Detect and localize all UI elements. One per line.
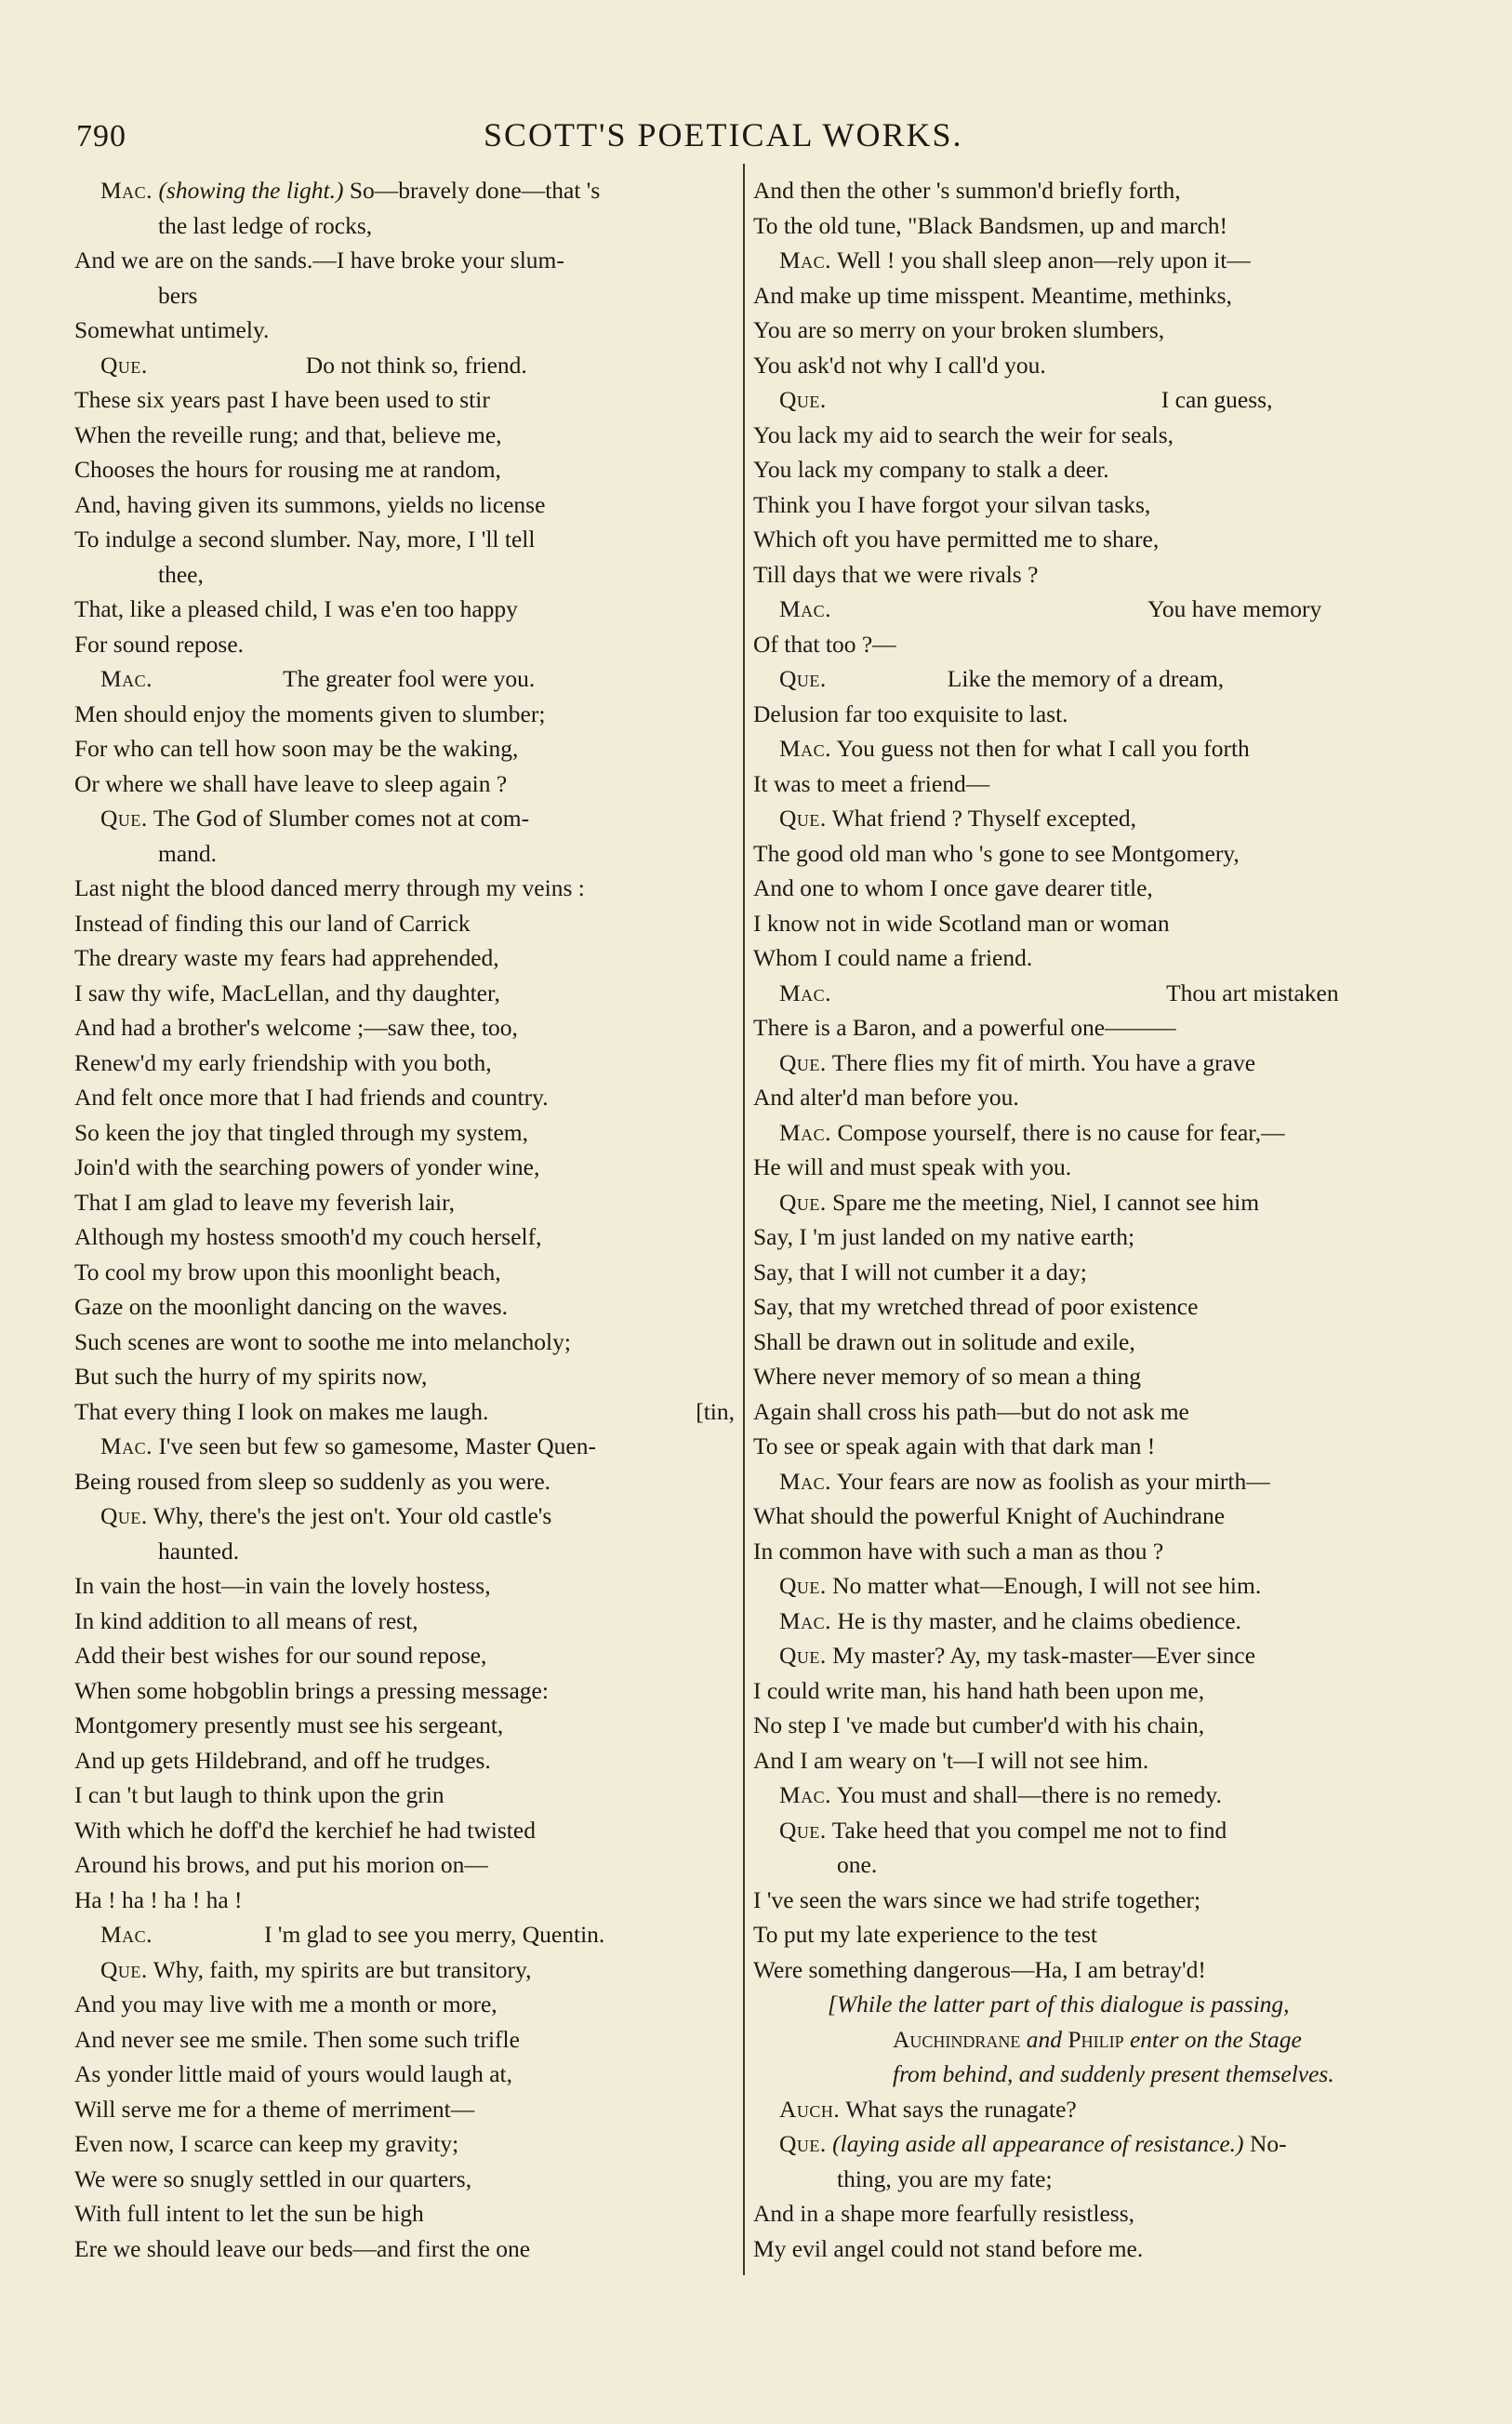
speaker-label: Mac. [779, 735, 832, 762]
text-line: And, having given its summons, yields no license [74, 490, 546, 518]
left-column [74, 173, 735, 2266]
line-text: Your fears are now as foolish as your mirth— [831, 1467, 1270, 1495]
speaker-label: Que. [100, 1502, 148, 1529]
text-line [74, 1917, 735, 1952]
stage-direction: from behind, and suddenly present themselves. [893, 2060, 1334, 2087]
text-line: No step I 've made but cumber'd with his chain, [753, 1711, 1205, 1738]
text-line: And up gets Hildebrand, and off he trudges. [74, 1746, 491, 1774]
line-text: Thou art mistaken [1166, 979, 1339, 1006]
text-line: There is a Baron, and a powerful one——— [753, 1014, 1176, 1041]
text-line: Being roused from sleep so suddenly as you were. [74, 1467, 551, 1495]
text-line: Till days that we were rivals ? [753, 560, 1039, 588]
text-line: Again shall cross his path—but do not ask me [753, 1397, 1189, 1425]
line-text: You have memory [1147, 595, 1322, 622]
text-line: Where never memory of so mean a thing [753, 1363, 1142, 1390]
text-line: thing, you are my fate; [837, 2164, 1053, 2192]
text-line: For who can tell how soon may be the waking, [74, 735, 519, 762]
line-text: No- [1243, 2130, 1287, 2157]
text-line [74, 348, 735, 383]
line-text: The God of Slumber comes not at com- [147, 805, 530, 832]
line-text: So—bravely done—that 's [343, 177, 601, 204]
text-line: Say, that I will not cumber it a day; [753, 1258, 1087, 1285]
stage-direction: (laying aside all appearance of resistance.) [832, 2130, 1244, 2157]
line-text: I can guess, [1161, 386, 1273, 413]
line-text: I 'm glad to see you merry, Quentin. [264, 1921, 605, 1948]
text-line: Of that too ?— [753, 630, 896, 658]
speaker-label: Mac. [779, 1467, 832, 1495]
text-line: I 've seen the wars since we had strife together; [753, 1885, 1201, 1913]
text-line: To the old tune, "Black Bandsmen, up and march! [753, 211, 1227, 239]
text-line: Instead of finding this our land of Carrick [74, 909, 471, 937]
line-tail: [tin, [696, 1397, 735, 1425]
speaker-label: Que. [779, 2130, 827, 2157]
text-line: Chooses the hours for rousing me at random, [74, 456, 501, 483]
text-line: But such the hurry of my spirits now, [74, 1363, 428, 1390]
text-line: Think you I have forgot your silvan tasks, [753, 490, 1151, 518]
line-text: Like the memory of a dream, [947, 665, 1225, 692]
speaker-label: Que. [100, 805, 148, 832]
text-line [74, 661, 735, 697]
text-line [753, 2092, 1413, 2127]
speaker-label: Mac. [100, 1432, 153, 1459]
text-line: Shall be drawn out in solitude and exile, [753, 1327, 1135, 1355]
text-line: That I am glad to leave my feverish lair, [74, 1188, 455, 1216]
text-line [753, 1046, 1413, 1081]
text-line [74, 1498, 735, 1534]
speaker-label: Auch. [779, 2095, 841, 2123]
line-text: Why, there's the jest on't. Your old castle's [147, 1502, 552, 1529]
speaker-label: Que. [779, 1572, 827, 1599]
text-line [753, 1638, 1413, 1673]
text-line [753, 976, 1413, 1011]
text-line: And one to whom I once gave dearer title, [753, 874, 1153, 901]
text-line: one. [837, 1851, 878, 1878]
text-line [74, 801, 735, 836]
line-text: My master? Ay, my task-master—Ever since [826, 1642, 1256, 1669]
speaker-label: Que. [100, 1955, 148, 1983]
text-line: And in a shape more fearfully resistless, [753, 2200, 1135, 2227]
text-line: Even now, I scarce can keep my gravity; [74, 2130, 459, 2157]
text-line [753, 1464, 1413, 1499]
line-text: Spare me the meeting, Niel, I cannot see him [826, 1188, 1260, 1216]
stage-direction: (showing the light.) [158, 177, 344, 204]
text-line: Although my hostess smooth'd my couch herself, [74, 1223, 542, 1250]
text-line [753, 1568, 1413, 1604]
text-line: To cool my brow upon this moonlight beach, [74, 1258, 501, 1285]
text-line: You ask'd not why I call'd you. [753, 351, 1046, 379]
text-line [753, 382, 1413, 418]
line-text: You must and shall—there is no remedy. [831, 1781, 1222, 1808]
text-line [74, 1429, 735, 1464]
line-text: What friend ? Thyself excepted, [826, 805, 1137, 832]
text-line: And you may live with me a month or more, [74, 1991, 497, 2018]
text-line: Such scenes are wont to soothe me into melancholy; [74, 1327, 571, 1355]
text-line: I can 't but laugh to think upon the grin [74, 1781, 444, 1808]
text-line: With which he doff'd the kerchief he had twisted [74, 1816, 536, 1844]
text-line: In common have with such a man as thou ? [753, 1537, 1164, 1565]
text-line [753, 1778, 1413, 1813]
text-line: We were so snugly settled in our quarters, [74, 2164, 472, 2192]
text-line: I know not in wide Scotland man or woman [753, 909, 1170, 937]
text-line [753, 1604, 1413, 1639]
text-line [74, 1394, 735, 1430]
text-line [74, 1952, 735, 1988]
line-text: Do not think so, friend. [305, 351, 527, 379]
text-line: Say, I 'm just landed on my native earth; [753, 1223, 1135, 1250]
text-line [753, 592, 1413, 627]
line-text: Compose yourself, there is no cause for fear,— [831, 1118, 1285, 1146]
speaker-label: Que. [779, 1188, 827, 1216]
speaker-label: Que. [779, 805, 827, 832]
speaker-label: Que. [779, 665, 827, 692]
text-line: I saw thy wife, MacLellan, and thy daughter, [74, 979, 500, 1006]
text-line: He will and must speak with you. [753, 1153, 1072, 1180]
speaker-label: Mac. [779, 979, 832, 1006]
text-line: Join'd with the searching powers of yonder wine, [74, 1153, 540, 1180]
text-line [74, 173, 735, 208]
text-line: Last night the blood danced merry through my veins : [74, 874, 585, 901]
line-text: Why, faith, my spirits are but transitory, [147, 1955, 532, 1983]
text-line: To put my late experience to the test [753, 1921, 1097, 1948]
line-text: I've seen but few so gamesome, Master Quen- [153, 1432, 596, 1459]
text-line: Somewhat untimely. [74, 316, 270, 343]
text-line: So keen the joy that tingled through my system, [74, 1118, 528, 1146]
text-line: These six years past I have been used to stir [74, 386, 490, 413]
text-line: As yonder little maid of yours would laugh at, [74, 2060, 512, 2087]
line-text: Well ! you shall sleep anon—rely upon it— [831, 246, 1251, 273]
text-line: When the reveille rung; and that, believe me, [74, 420, 502, 448]
text-line: And had a brother's welcome ;—saw thee, too, [74, 1014, 518, 1041]
text-line: thee, [158, 560, 204, 588]
speaker-label: Que. [779, 1642, 827, 1669]
line-text: You guess not then for what I call you forth [831, 735, 1250, 762]
text-line: Around his brows, and put his morion on— [74, 1851, 488, 1878]
text-line [753, 1185, 1413, 1220]
line-text: enter on the Stage [1123, 2025, 1302, 2053]
text-line: Will serve me for a theme of merriment— [74, 2095, 475, 2123]
text-line: Men should enjoy the moments given to slumber; [74, 699, 546, 727]
text-line: I could write man, his hand hath been upon me, [753, 1676, 1205, 1704]
speaker-label: Que. [779, 1048, 827, 1076]
speaker-label: Mac. [779, 595, 832, 622]
text-line [753, 731, 1413, 766]
text-line [753, 243, 1413, 278]
right-column [753, 173, 1413, 2266]
column-divider [743, 164, 745, 2275]
text-line [753, 1813, 1413, 1848]
text-line: Ha ! ha ! ha ! ha ! [74, 1885, 243, 1913]
text-line: And make up time misspent. Meantime, methinks, [753, 281, 1232, 309]
text-line: And then the other 's summon'd briefly forth, [753, 177, 1181, 204]
text-line: The good old man who 's gone to see Montgomery, [753, 839, 1240, 867]
speaker-label: Que. [779, 1816, 827, 1844]
text-line: And never see me smile. Then some such trifle [74, 2025, 520, 2053]
text-line: To see or speak again with that dark man ! [753, 1432, 1156, 1459]
speaker-label: Mac. [779, 1118, 832, 1146]
text-line [753, 661, 1413, 697]
text-line: For sound repose. [74, 630, 245, 658]
speaker-label: Mac. [100, 665, 153, 692]
text-line: In kind addition to all means of rest, [74, 1606, 418, 1634]
speaker-label: Mac. [779, 1781, 832, 1808]
speaker-label: Que. [779, 386, 827, 413]
page-number: 790 [76, 119, 126, 153]
text-line: The dreary waste my fears had apprehended, [74, 944, 499, 971]
text-line: What should the powerful Knight of Auchindrane [753, 1502, 1226, 1529]
running-title: SCOTT'S POETICAL WORKS. [484, 116, 963, 153]
text-line: Say, that my wretched thread of poor existence [753, 1293, 1199, 1320]
text-line: You lack my aid to search the weir for seals, [753, 420, 1174, 448]
text-line: In vain the host—in vain the lovely hostess, [74, 1572, 491, 1599]
line-text: There flies my fit of mirth. You have a grave [826, 1048, 1256, 1076]
text-line: Renew'd my early friendship with you both, [74, 1048, 492, 1076]
line-text: The greater fool were you. [283, 665, 536, 692]
text-line: the last ledge of rocks, [158, 211, 373, 239]
text-line: Gaze on the moonlight dancing on the waves. [74, 1293, 508, 1320]
text-line: When some hobgoblin brings a pressing message: [74, 1676, 549, 1704]
text-line: My evil angel could not stand before me. [753, 2234, 1144, 2262]
speaker-label: Mac. [779, 1606, 832, 1634]
line-text: He is thy master, and he claims obedience. [831, 1606, 1241, 1634]
speaker-label: Que. [100, 351, 148, 379]
text-line [753, 1115, 1413, 1151]
line-text: and [1020, 2025, 1068, 2053]
text-line: Whom I could name a friend. [753, 944, 1033, 971]
text-line: You lack my company to stalk a deer. [753, 456, 1109, 483]
text-line: That, like a pleased child, I was e'en too happy [74, 595, 518, 622]
speaker-label: Mac. [779, 246, 832, 273]
text-line: Ere we should leave our beds—and first the one [74, 2234, 531, 2262]
character-name: Auchindrane [893, 2025, 1021, 2053]
text-line: With full intent to let the sun be high [74, 2200, 424, 2227]
speaker-label: Mac. [100, 177, 153, 204]
text-line: mand. [158, 839, 218, 867]
text-line: And I am weary on 't—I will not see him. [753, 1746, 1149, 1774]
text-line: And we are on the sands.—I have broke your slum- [74, 246, 564, 273]
speaker-label: Mac. [100, 1921, 153, 1948]
text-line: bers [158, 281, 198, 309]
line-text: No matter what—Enough, I will not see him. [826, 1572, 1262, 1599]
line-text: That every thing I look on makes me laugh. [74, 1397, 489, 1425]
text-line: Delusion far too exquisite to last. [753, 699, 1068, 727]
text-line: And felt once more that I had friends and country. [74, 1084, 549, 1111]
text-line: To indulge a second slumber. Nay, more, I 'll tell [74, 526, 536, 553]
stage-direction [753, 2022, 1413, 2058]
text-line: Add their best wishes for our sound repose, [74, 1642, 487, 1669]
text-line [753, 801, 1413, 836]
text-line [753, 2126, 1413, 2162]
text-line: It was to meet a friend— [753, 769, 990, 797]
text-line: Montgomery presently must see his sergeant, [74, 1711, 504, 1738]
line-text: What says the runagate? [840, 2095, 1077, 2123]
text-line: haunted. [158, 1537, 240, 1565]
character-name: Philip [1068, 2025, 1124, 2053]
stage-direction: [While the latter part of this dialogue is passing, [828, 1991, 1290, 2018]
text-line: Were something dangerous—Ha, I am betray'd! [753, 1955, 1206, 1983]
text-line: And alter'd man before you. [753, 1084, 1019, 1111]
text-line: You are so merry on your broken slumbers, [753, 316, 1165, 343]
text-line: Or where we shall have leave to sleep again ? [74, 769, 508, 797]
line-text: Take heed that you compel me not to find [826, 1816, 1227, 1844]
text-line: Which oft you have permitted me to share, [753, 526, 1160, 553]
